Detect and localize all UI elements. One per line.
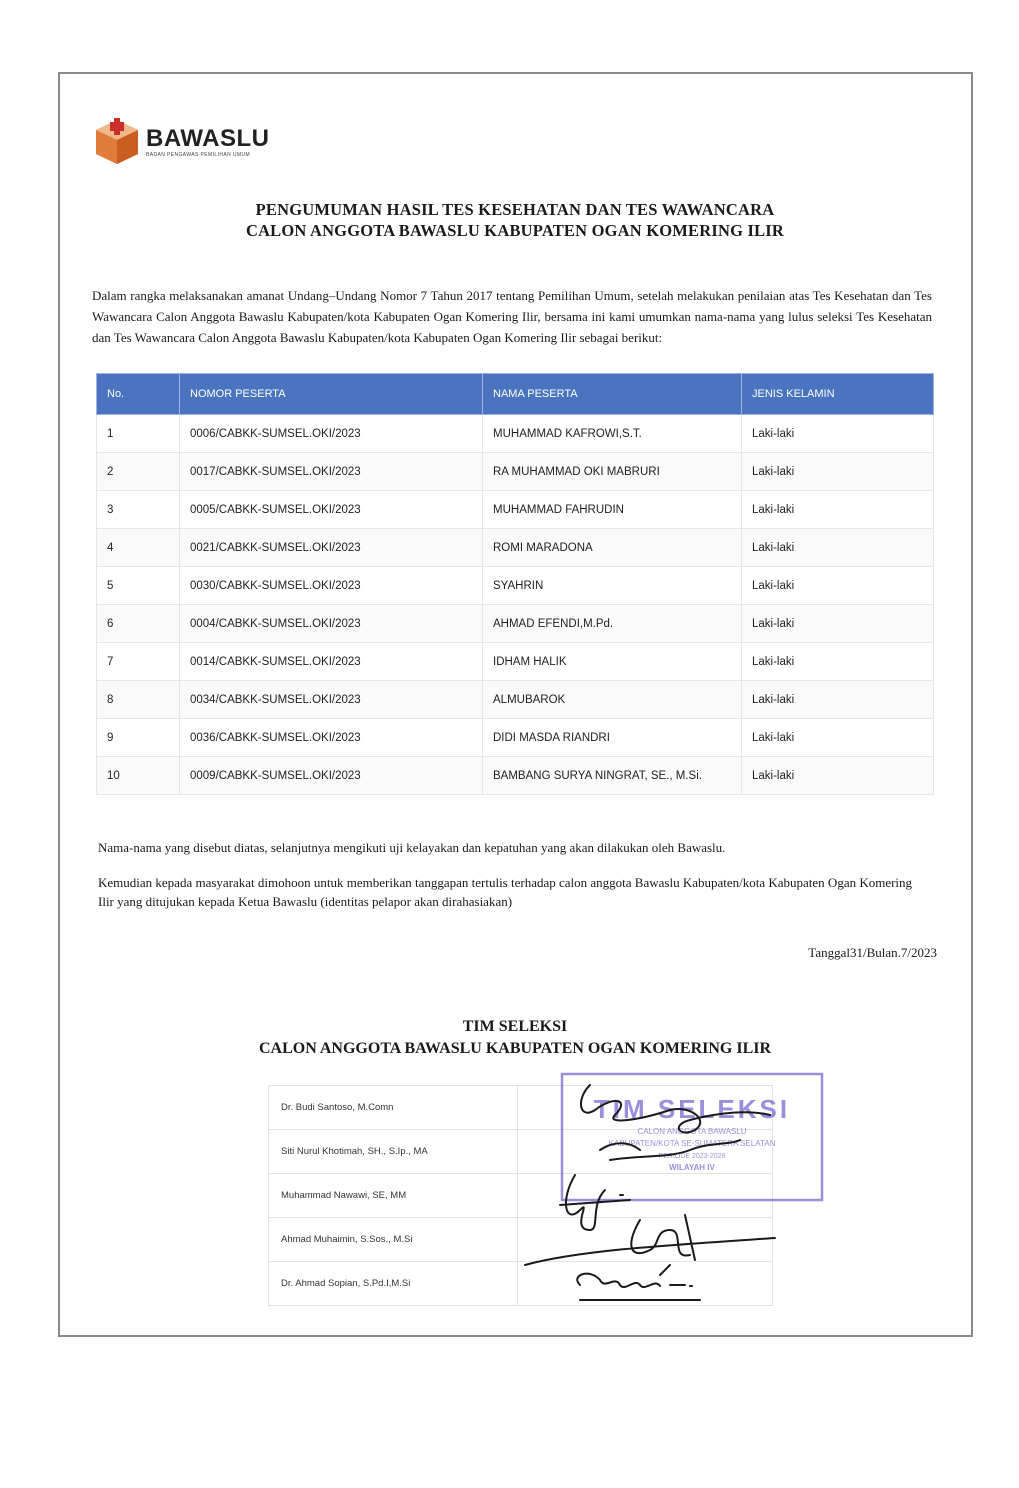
note-paragraph-2: Kemudian kepada masyarakat dimohoon untuk memberikan tanggapan tertulis terhadap calon anggota Bawaslu Kabupaten/kota Kabupaten Ogan Komering Ilir yang ditujukan kepada Ketua Bawaslu (identitas pelapor akan dirahasiakan) xyxy=(98,875,913,909)
col-header-nama: NAMA PESERTA xyxy=(483,374,742,415)
cell-jenis-kelamin: Laki-laki xyxy=(742,529,934,567)
cell-nama-peserta: AHMAD EFENDI,M.Pd. xyxy=(483,605,742,643)
table-row xyxy=(97,491,934,529)
cell-nomor-peserta: 0036/CABKK-SUMSEL.OKI/2023 xyxy=(180,719,483,757)
results-table xyxy=(96,373,934,795)
cell-jenis-kelamin: Laki-laki xyxy=(742,491,934,529)
cell-nomor-peserta: 0014/CABKK-SUMSEL.OKI/2023 xyxy=(180,643,483,681)
cell-nama-peserta: IDHAM HALIK xyxy=(483,643,742,681)
cell-no: 7 xyxy=(97,643,180,681)
cell-jenis-kelamin: Laki-laki xyxy=(742,567,934,605)
heading-line-2: CALON ANGGOTA BAWASLU KABUPATEN OGAN KOMERING ILIR xyxy=(245,221,785,240)
table-row xyxy=(97,605,934,643)
cell-nama-peserta: ALMUBAROK xyxy=(483,681,742,719)
signature-title-2: CALON ANGGOTA BAWASLU KABUPATEN OGAN KOMERING ILIR xyxy=(258,1040,772,1057)
cell-jenis-kelamin: Laki-laki xyxy=(742,643,934,681)
date-line: Tanggal31/Bulan.7/2023 xyxy=(808,945,937,960)
table-row xyxy=(97,643,934,681)
member-name: Muhammad Nawawi, SE, MM xyxy=(269,1174,518,1218)
cell-nama-peserta: DIDI MASDA RIANDRI xyxy=(483,719,742,757)
cell-jenis-kelamin: Laki-laki xyxy=(742,681,934,719)
note-paragraph-1: Nama-nama yang disebut diatas, selanjutnya mengikuti uji kelayakan dan kepatuhan yang akan dilakukan oleh Bawaslu. xyxy=(98,840,726,855)
table-header-row xyxy=(97,374,934,415)
cell-nomor-peserta: 0021/CABKK-SUMSEL.OKI/2023 xyxy=(180,529,483,567)
logo-name: BAWASLU xyxy=(146,125,270,152)
cell-no: 4 xyxy=(97,529,180,567)
cell-nomor-peserta: 0004/CABKK-SUMSEL.OKI/2023 xyxy=(180,605,483,643)
cell-no: 10 xyxy=(97,757,180,795)
table-row xyxy=(97,757,934,795)
cell-nomor-peserta: 0009/CABKK-SUMSEL.OKI/2023 xyxy=(180,757,483,795)
handwritten-signatures xyxy=(520,1080,790,1310)
intro-paragraph: Dalam rangka melaksanakan amanat Undang–Undang Nomor 7 Tahun 2017 tentang Pemilihan Umum, setelah melakukan penilaian atas Tes Kesehatan dan Tes Wawancara Calon Anggota Bawaslu Kabupaten/kota Kabupaten Ogan Komering Ilir, bersama ini kami umumkan nama-nama yang lulus seleksi Tes Kesehatan dan Tes Wawancara Calon Anggota Bawaslu Kabupaten/kota Kabupaten Ogan Komering Ilir sebagai berikut: xyxy=(92,288,932,345)
cell-nomor-peserta: 0030/CABKK-SUMSEL.OKI/2023 xyxy=(180,567,483,605)
cell-nama-peserta: RA MUHAMMAD OKI MABRURI xyxy=(483,453,742,491)
cell-jenis-kelamin: Laki-laki xyxy=(742,719,934,757)
cell-nama-peserta: SYAHRIN xyxy=(483,567,742,605)
stamp-line-1: TIM SELEKSI xyxy=(593,1094,791,1124)
bawaslu-logo xyxy=(94,118,270,166)
bawaslu-logo-icon xyxy=(94,118,140,166)
stamp-line-2: CALON ANGGOTA BAWASLU xyxy=(637,1127,747,1136)
cell-nomor-peserta: 0017/CABKK-SUMSEL.OKI/2023 xyxy=(180,453,483,491)
cell-no: 8 xyxy=(97,681,180,719)
stamp-line-4: PERIODE 2023-2028 xyxy=(658,1153,726,1160)
cell-no: 2 xyxy=(97,453,180,491)
col-header-jenis: JENIS KELAMIN xyxy=(742,374,934,415)
table-row xyxy=(97,681,934,719)
logo-subtitle: BADAN PENGAWAS PEMILIHAN UMUM xyxy=(146,152,251,158)
cell-jenis-kelamin: Laki-laki xyxy=(742,757,934,795)
col-header-no: No. xyxy=(97,374,180,415)
cell-no: 1 xyxy=(97,415,180,453)
cell-no: 3 xyxy=(97,491,180,529)
cell-jenis-kelamin: Laki-laki xyxy=(742,453,934,491)
cell-nomor-peserta: 0005/CABKK-SUMSEL.OKI/2023 xyxy=(180,491,483,529)
table-row xyxy=(97,529,934,567)
stamp-line-3: KABUPATEN/KOTA SE-SUMATERA SELATAN xyxy=(608,1139,776,1148)
stamp-line-5: WILAYAH IV xyxy=(669,1163,715,1172)
heading-line-1: PENGUMUMAN HASIL TES KESEHATAN DAN TES WAWANCARA xyxy=(255,200,775,219)
cell-no: 5 xyxy=(97,567,180,605)
table-row xyxy=(97,415,934,453)
member-name: Siti Nurul Khotimah, SH., S.Ip., MA xyxy=(269,1130,518,1174)
cell-nama-peserta: MUHAMMAD FAHRUDIN xyxy=(483,491,742,529)
cell-jenis-kelamin: Laki-laki xyxy=(742,605,934,643)
table-row xyxy=(97,453,934,491)
cell-nomor-peserta: 0034/CABKK-SUMSEL.OKI/2023 xyxy=(180,681,483,719)
table-row xyxy=(97,719,934,757)
cell-nama-peserta: BAMBANG SURYA NINGRAT, SE., M.Si. xyxy=(483,757,742,795)
cell-nama-peserta: MUHAMMAD KAFROWI,S.T. xyxy=(483,415,742,453)
member-name: Dr. Ahmad Sopian, S.Pd.I,M.Si xyxy=(269,1262,518,1306)
member-name: Dr. Budi Santoso, M.Comn xyxy=(269,1086,518,1130)
member-name: Ahmad Muhaimin, S.Sos., M.Si xyxy=(269,1218,518,1262)
cell-no: 9 xyxy=(97,719,180,757)
cell-no: 6 xyxy=(97,605,180,643)
cell-nama-peserta: ROMI MARADONA xyxy=(483,529,742,567)
cell-nomor-peserta: 0006/CABKK-SUMSEL.OKI/2023 xyxy=(180,415,483,453)
signature-title-1: TIM SELEKSI xyxy=(462,1018,568,1035)
col-header-nomor: NOMOR PESERTA xyxy=(180,374,483,415)
cell-jenis-kelamin: Laki-laki xyxy=(742,415,934,453)
table-row xyxy=(97,567,934,605)
